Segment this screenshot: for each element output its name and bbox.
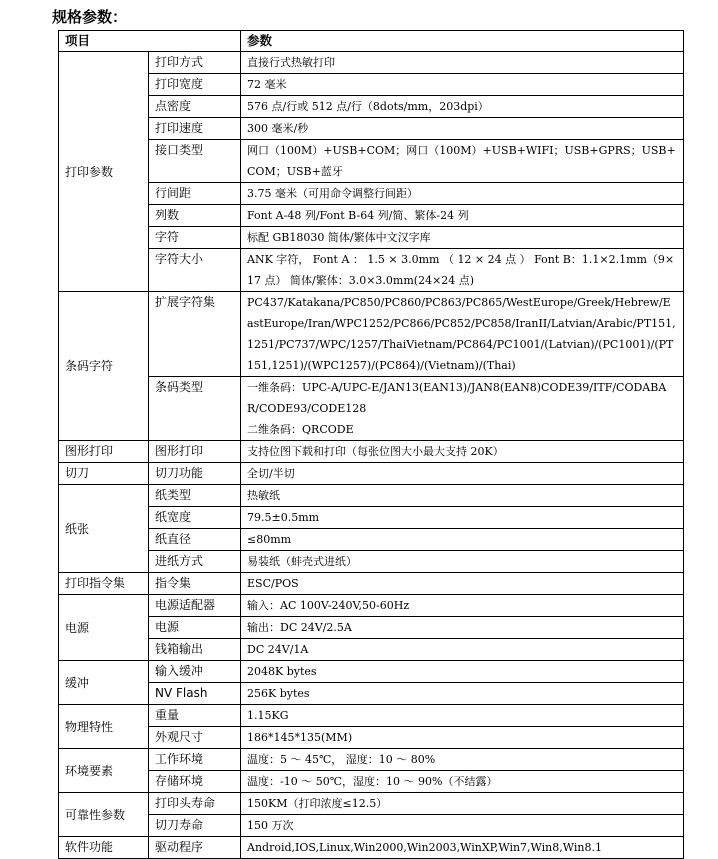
table-row bbox=[59, 463, 684, 485]
param-name-cell: 行间距 bbox=[149, 183, 241, 205]
param-value-cell bbox=[241, 749, 684, 771]
category-cell: 打印参数 bbox=[59, 52, 149, 292]
param-name-cell: 切刀寿命 bbox=[149, 815, 241, 837]
param-value-line: Android,IOS,Linux,Win2000,Win2003,WinXP,Win7,Win8,Win8.1 bbox=[247, 841, 602, 854]
param-value-cell bbox=[241, 227, 684, 249]
table-row bbox=[59, 749, 684, 771]
param-name-cell: 图形打印 bbox=[149, 441, 241, 463]
param-value-line: 直接行式热敏打印 bbox=[247, 56, 336, 69]
param-name-cell: 列数 bbox=[149, 205, 241, 227]
param-value-line: 温度：5 ～ 45℃， 湿度：10 ～ 80% bbox=[247, 753, 436, 766]
param-value-cell bbox=[241, 140, 684, 183]
category-cell: 软件功能 bbox=[59, 837, 149, 859]
param-value-line: 全切/半切 bbox=[247, 467, 295, 480]
param-value-cell bbox=[241, 292, 684, 377]
param-value-cell bbox=[241, 551, 684, 573]
param-value-cell bbox=[241, 485, 684, 507]
category-cell: 图形打印 bbox=[59, 441, 149, 463]
table-row bbox=[59, 485, 684, 507]
param-name-cell: 打印头寿命 bbox=[149, 793, 241, 815]
param-value-cell bbox=[241, 617, 684, 639]
param-value-cell bbox=[241, 118, 684, 140]
param-value-cell bbox=[241, 441, 684, 463]
table-row bbox=[59, 705, 684, 727]
param-name-cell: 输入缓冲 bbox=[149, 661, 241, 683]
category-cell: 环境要素 bbox=[59, 749, 149, 793]
table-row bbox=[59, 683, 684, 705]
param-value-line: 576 点/行或 512 点/行（8dots/mm，203dpi） bbox=[247, 100, 489, 113]
param-name-cell: 打印方式 bbox=[149, 52, 241, 74]
table-row bbox=[59, 661, 684, 683]
table-row bbox=[59, 771, 684, 793]
param-name-cell: 指令集 bbox=[149, 573, 241, 595]
table-row bbox=[59, 52, 684, 74]
param-value-line: 标配 GB18030 简体/繁体中文汉字库 bbox=[247, 231, 431, 244]
param-name-cell: 字符大小 bbox=[149, 249, 241, 292]
table-row bbox=[59, 74, 684, 96]
param-value-line: 186*145*135(MM) bbox=[247, 731, 353, 744]
table-row bbox=[59, 183, 684, 205]
param-value-cell bbox=[241, 727, 684, 749]
param-value-line: DC 24V/1A bbox=[247, 643, 309, 656]
param-name-cell: 打印宽度 bbox=[149, 74, 241, 96]
param-value-cell bbox=[241, 507, 684, 529]
param-value-cell bbox=[241, 183, 684, 205]
param-name-cell: 字符 bbox=[149, 227, 241, 249]
param-value-cell bbox=[241, 705, 684, 727]
param-value-line: Font A-48 列/Font B-64 列/简、繁体-24 列 bbox=[247, 209, 469, 222]
param-value-cell bbox=[241, 639, 684, 661]
category-cell: 条码字符 bbox=[59, 292, 149, 441]
param-value-line: 二维条码：QRCODE bbox=[247, 423, 354, 436]
category-cell: 物理特性 bbox=[59, 705, 149, 749]
table-row bbox=[59, 441, 684, 463]
table-row bbox=[59, 140, 684, 183]
param-value-line: 网口（100M）+USB+COM；网口（100M）+USB+WIFI；USB+GPRS；USB+COM；USB+蓝牙 bbox=[247, 144, 676, 178]
param-value-line: ESC/POS bbox=[247, 577, 299, 590]
param-name-cell: 钱箱输出 bbox=[149, 639, 241, 661]
param-name-cell: 纸直径 bbox=[149, 529, 241, 551]
param-name-cell: 存储环境 bbox=[149, 771, 241, 793]
param-value-cell bbox=[241, 529, 684, 551]
spec-table bbox=[58, 30, 684, 859]
param-value-cell bbox=[241, 377, 684, 441]
param-name-cell: 扩展字符集 bbox=[149, 292, 241, 377]
param-value-cell bbox=[241, 837, 684, 859]
param-value-line: 3.75 毫米（可用命令调整行间距） bbox=[247, 187, 419, 200]
param-value-line: 2048K bytes bbox=[247, 665, 317, 678]
param-name-cell: 纸宽度 bbox=[149, 507, 241, 529]
table-row bbox=[59, 617, 684, 639]
category-cell: 纸张 bbox=[59, 485, 149, 573]
table-row bbox=[59, 529, 684, 551]
param-value-cell bbox=[241, 74, 684, 96]
param-value-cell bbox=[241, 595, 684, 617]
page-title: 规格参数： bbox=[52, 8, 128, 26]
param-value-line: 输出：DC 24V/2.5A bbox=[247, 621, 352, 634]
param-value-line: 输入：AC 100V-240V,50-60Hz bbox=[247, 599, 410, 612]
param-value-cell bbox=[241, 573, 684, 595]
param-name-cell: 进纸方式 bbox=[149, 551, 241, 573]
param-name-cell: 驱动程序 bbox=[149, 837, 241, 859]
param-name-cell: 电源适配器 bbox=[149, 595, 241, 617]
param-name-cell: 重量 bbox=[149, 705, 241, 727]
param-value-line: 1.15KG bbox=[247, 709, 289, 722]
param-value-cell bbox=[241, 249, 684, 292]
table-row bbox=[59, 639, 684, 661]
table-row bbox=[59, 507, 684, 529]
param-value-line: ≤80mm bbox=[247, 533, 292, 546]
param-value-cell bbox=[241, 815, 684, 837]
table-row bbox=[59, 118, 684, 140]
param-name-cell: 电源 bbox=[149, 617, 241, 639]
table-row bbox=[59, 793, 684, 815]
table-row bbox=[59, 727, 684, 749]
header-item: 项目 bbox=[59, 31, 241, 52]
table-row bbox=[59, 292, 684, 377]
param-value-cell bbox=[241, 52, 684, 74]
param-value-cell bbox=[241, 793, 684, 815]
category-cell: 缓冲 bbox=[59, 661, 149, 705]
param-name-cell: 条码类型 bbox=[149, 377, 241, 441]
param-value-line: 256K bytes bbox=[247, 687, 310, 700]
table-row bbox=[59, 815, 684, 837]
param-value-cell bbox=[241, 661, 684, 683]
param-value-line: 温度：-10 ～ 50℃，湿度：10 ～ 90%（不结露） bbox=[247, 775, 498, 788]
category-cell: 打印指令集 bbox=[59, 573, 149, 595]
param-value-line: 150KM（打印浓度≤12.5） bbox=[247, 797, 388, 810]
table-row bbox=[59, 377, 684, 441]
param-value-line: ANK 字符， Font A ： 1.5 × 3.0mm （ 12 × 24 点 ） Font B：1.1×2.1mm（9×17 点） 简体/繁体：3.0×3.0mm(24×24 点) bbox=[247, 253, 675, 287]
param-value-line: 300 毫米/秒 bbox=[247, 122, 309, 135]
param-value-line: 一维条码：UPC-A/UPC-E/JAN13(EAN13)/JAN8(EAN8)CODE39/ITF/CODABAR/CODE93/CODE128 bbox=[247, 381, 667, 415]
param-value-line: 72 毫米 bbox=[247, 78, 287, 91]
table-row bbox=[59, 837, 684, 859]
param-value-line: 79.5±0.5mm bbox=[247, 511, 320, 524]
param-name-cell: 打印速度 bbox=[149, 118, 241, 140]
param-value-line: PC437/Katakana/PC850/PC860/PC863/PC865/WestEurope/Greek/Hebrew/EastEurope/Iran/WPC1252/PC866/PC852/PC858/IranII/Latvian/Arabic/PT151,1251/PC737/WPC/1257/ThaiVietnam/PC864/PC1001/(Latvian)/(PC1001)/(PT151,1251)/(WPC1257)/(PC864)/(Vietnam)/(Thai) bbox=[247, 296, 676, 372]
param-value-cell bbox=[241, 463, 684, 485]
param-name-cell: 纸类型 bbox=[149, 485, 241, 507]
param-value-cell bbox=[241, 205, 684, 227]
table-row bbox=[59, 551, 684, 573]
param-value-cell bbox=[241, 96, 684, 118]
table-row bbox=[59, 227, 684, 249]
param-value-cell bbox=[241, 683, 684, 705]
table-header-row bbox=[59, 31, 684, 52]
param-name-cell: 接口类型 bbox=[149, 140, 241, 183]
param-name-cell: 切刀功能 bbox=[149, 463, 241, 485]
param-value-line: 易装纸（蚌壳式进纸） bbox=[247, 555, 358, 568]
category-cell: 电源 bbox=[59, 595, 149, 661]
param-name-cell: 外观尺寸 bbox=[149, 727, 241, 749]
param-name-cell: 点密度 bbox=[149, 96, 241, 118]
category-cell: 可靠性参数 bbox=[59, 793, 149, 837]
table-row bbox=[59, 573, 684, 595]
table-row bbox=[59, 249, 684, 292]
param-value-line: 支持位图下载和打印（每张位图大小最大支持 20K） bbox=[247, 445, 504, 458]
param-name-cell: NV Flash bbox=[149, 683, 241, 705]
param-value-line: 热敏纸 bbox=[247, 489, 281, 502]
param-name-cell: 工作环境 bbox=[149, 749, 241, 771]
param-value-line: 150 万次 bbox=[247, 819, 294, 832]
table-row bbox=[59, 595, 684, 617]
spec-table-body bbox=[59, 52, 684, 859]
table-row bbox=[59, 96, 684, 118]
param-value-cell bbox=[241, 771, 684, 793]
header-param: 参数 bbox=[241, 31, 684, 52]
category-cell: 切刀 bbox=[59, 463, 149, 485]
table-row bbox=[59, 205, 684, 227]
